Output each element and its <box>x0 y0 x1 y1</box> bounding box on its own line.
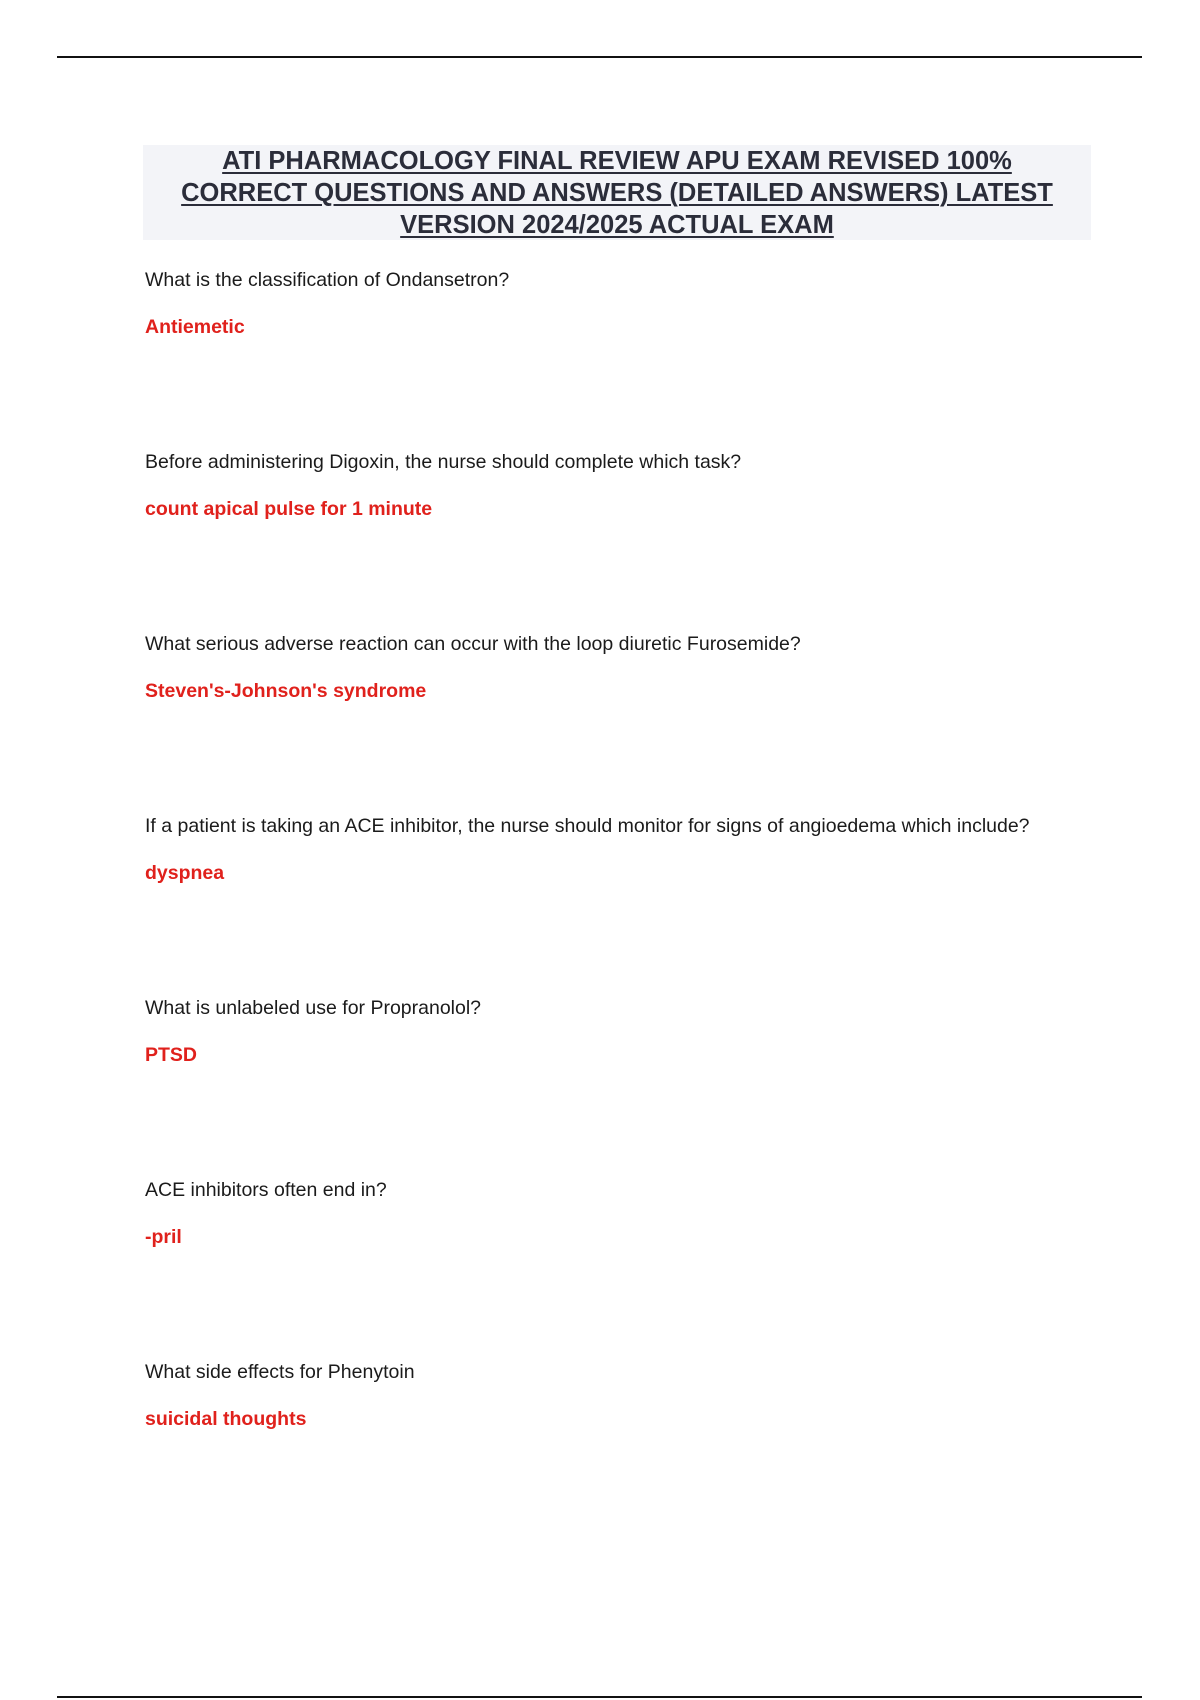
question-text: What serious adverse reaction can occur with the loop diuretic Furosemide? <box>145 633 801 655</box>
qa-item-5 <box>145 996 1145 1067</box>
answer-text: PTSD <box>145 1044 198 1066</box>
question-text: If a patient is taking an ACE inhibitor, the nurse should monitor for signs of angioedema which include? <box>145 815 1030 837</box>
header-rule <box>57 56 1142 58</box>
qa-item-2 <box>145 450 1145 521</box>
footer-rule <box>57 1696 1142 1698</box>
answer-text: Steven's-Johnson's syndrome <box>145 680 427 702</box>
answer-text: suicidal thoughts <box>145 1408 307 1430</box>
qa-item-7 <box>145 1360 1145 1431</box>
answer-text: -pril <box>145 1226 182 1248</box>
question-text: What side effects for Phenytoin <box>145 1361 415 1383</box>
qa-item-4 <box>145 814 1145 885</box>
title-line-1: ATI PHARMACOLOGY FINAL REVIEW APU EXAM REVISED 100% <box>222 146 1012 175</box>
question-text: ACE inhibitors often end in? <box>145 1179 387 1201</box>
title-line-2: CORRECT QUESTIONS AND ANSWERS (DETAILED ANSWERS) LATEST <box>181 178 1053 207</box>
question-text: Before administering Digoxin, the nurse should complete which task? <box>145 451 742 473</box>
question-text: What is the classification of Ondansetron? <box>145 269 510 291</box>
qa-item-6 <box>145 1178 1145 1249</box>
qa-item-1 <box>145 268 1145 339</box>
qa-item-3 <box>145 632 1145 703</box>
title-block <box>143 145 1091 240</box>
answer-text: dyspnea <box>145 862 225 884</box>
document-title <box>181 145 1053 241</box>
question-text: What is unlabeled use for Propranolol? <box>145 997 482 1019</box>
title-line-3: VERSION 2024/2025 ACTUAL EXAM <box>400 210 834 239</box>
answer-text: Antiemetic <box>145 316 245 338</box>
answer-text: count apical pulse for 1 minute <box>145 498 433 520</box>
